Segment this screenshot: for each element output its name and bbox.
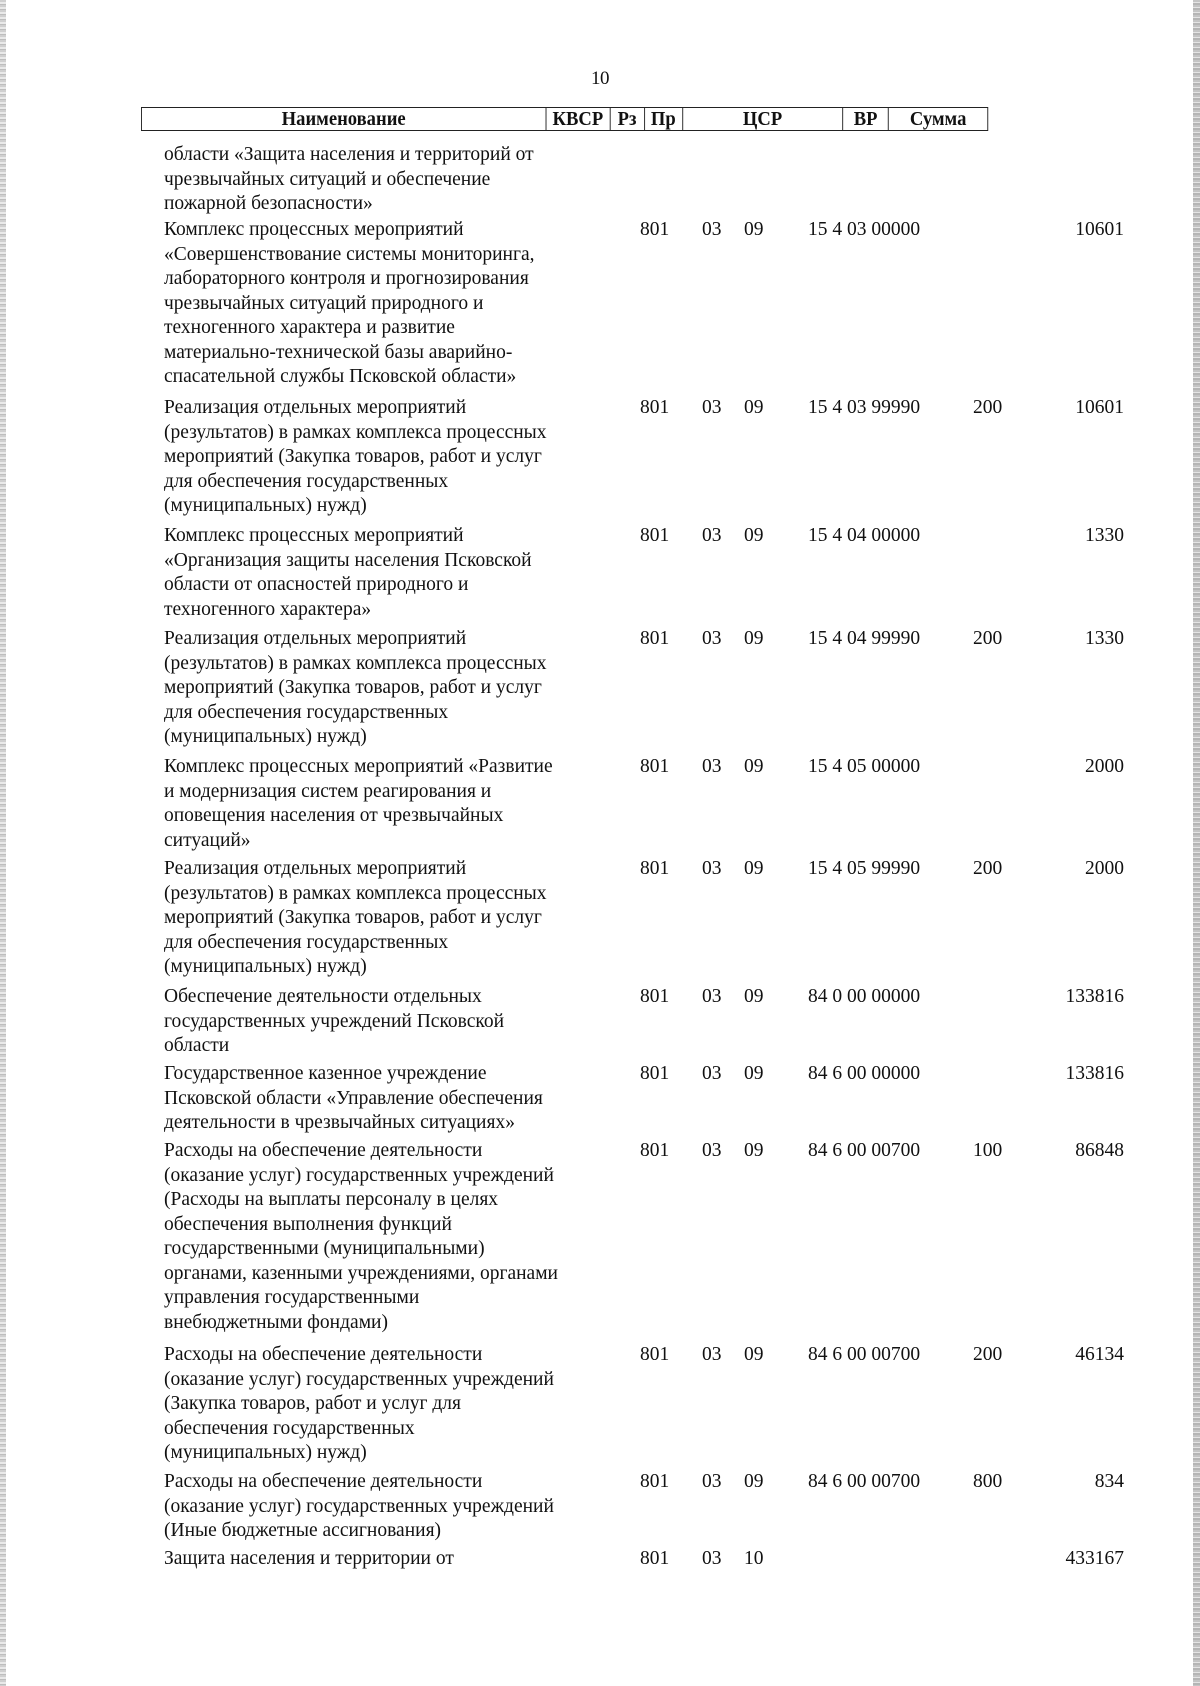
row-name-line: Обеспечение деятельности отдельных (164, 986, 482, 1007)
row-name-line: Расходы на обеспечение деятельности (164, 1471, 483, 1492)
cell-csr: 15 4 05 00000 (808, 756, 921, 777)
cell-csr: 15 4 05 99990 (808, 858, 921, 879)
col-header-rz: Рз (610, 108, 645, 130)
row-name-line: мероприятий (Закупка товаров, работ и услуг (164, 446, 542, 467)
cell-kvsr: 801 (640, 858, 670, 879)
col-header-vr: ВР (843, 108, 889, 130)
row-name-line: техногенного характера» (164, 598, 372, 620)
cell-sum: 2000 (1085, 756, 1124, 777)
cell-rz: 03 (702, 397, 722, 418)
row-name (164, 1343, 594, 1466)
cell-vr: 800 (973, 1471, 1003, 1492)
cell-sum: 86848 (1075, 1140, 1124, 1161)
cell-pr: 09 (744, 1344, 764, 1365)
cell-csr: 15 4 04 99990 (808, 628, 921, 649)
cell-sum: 433167 (1065, 1548, 1124, 1569)
cell-rz: 03 (702, 858, 722, 879)
cell-vr: 200 (973, 858, 1003, 879)
cell-pr: 09 (744, 1471, 764, 1492)
cell-rz: 03 (702, 1344, 722, 1365)
row-name-line: чрезвычайных ситуаций и обеспечение (164, 168, 491, 190)
cell-csr: 84 6 00 00000 (808, 1063, 921, 1084)
row-name-line: ситуаций» (164, 829, 251, 851)
col-header-name: Наименование (142, 108, 546, 130)
row-name-line: мероприятий (Закупка товаров, работ и услуг (164, 907, 542, 928)
cell-csr: 15 4 04 00000 (808, 525, 921, 546)
cell-sum: 10601 (1075, 397, 1124, 418)
row-name-line: Псковской области «Управление обеспечения (164, 1087, 543, 1109)
cell-pr: 09 (744, 986, 764, 1007)
row-name-line: Комплекс процессных мероприятий «Развитие (164, 756, 553, 777)
row-name (164, 143, 594, 217)
row-name-line: внебюджетными фондами) (164, 1311, 388, 1333)
cell-kvsr: 801 (640, 986, 670, 1007)
row-name-line: (муниципальных) нужд) (164, 1442, 367, 1463)
cell-pr: 09 (744, 1063, 764, 1084)
row-name-line: области (164, 1035, 230, 1056)
cell-sum: 1330 (1085, 628, 1124, 649)
cell-vr: 200 (973, 397, 1003, 418)
cell-rz: 03 (702, 525, 722, 546)
row-name-line: «Организация защиты населения Псковской (164, 549, 532, 571)
row-name-line: Защита населения и территории от (164, 1548, 454, 1569)
row-name (164, 396, 594, 519)
cell-vr: 200 (973, 628, 1003, 649)
cell-csr: 84 6 00 00700 (808, 1344, 921, 1365)
cell-sum: 133816 (1065, 986, 1124, 1007)
row-name-line: (результатов) в рамках комплекса процессных (164, 421, 547, 443)
cell-pr: 09 (744, 756, 764, 777)
row-name (164, 1547, 594, 1572)
row-name (164, 524, 594, 622)
row-name-line: органами, казенными учреждениями, органами (164, 1262, 558, 1284)
row-name-line: (Расходы на выплаты персоналу в целях (164, 1189, 499, 1210)
col-header-kvsr: КВСР (546, 108, 610, 130)
row-name-line: обеспечения выполнения функций (164, 1213, 452, 1235)
cell-rz: 03 (702, 1548, 722, 1569)
row-name-line: Расходы на обеспечение деятельности (164, 1140, 483, 1161)
row-name-line: (оказание услуг) государственных учреждений (164, 1164, 554, 1186)
cell-vr: 100 (973, 1140, 1003, 1161)
page-number: 10 (591, 68, 609, 89)
cell-rz: 03 (702, 219, 722, 240)
cell-kvsr: 801 (640, 219, 670, 240)
cell-csr: 15 4 03 00000 (808, 219, 921, 240)
row-name (164, 218, 594, 390)
row-name (164, 1139, 594, 1335)
cell-pr: 09 (744, 1140, 764, 1161)
row-name-line: (оказание услуг) государственных учреждений (164, 1368, 554, 1390)
cell-sum: 1330 (1085, 525, 1124, 546)
cell-pr: 10 (744, 1548, 764, 1569)
cell-kvsr: 801 (640, 756, 670, 777)
cell-rz: 03 (702, 1140, 722, 1161)
row-name-line: обеспечения государственных (164, 1417, 415, 1439)
row-name-line: (Иные бюджетные ассигнования) (164, 1520, 442, 1541)
scan-edge-left (0, 0, 6, 1686)
row-name-line: Комплекс процессных мероприятий (164, 219, 464, 240)
cell-sum: 834 (1094, 1471, 1124, 1492)
table-header (141, 107, 988, 131)
cell-kvsr: 801 (640, 397, 670, 418)
scan-edge-right (1193, 0, 1200, 1686)
row-name-line: Государственное казенное учреждение (164, 1063, 487, 1084)
cell-sum: 10601 (1075, 219, 1124, 240)
cell-vr: 200 (973, 1344, 1003, 1365)
cell-pr: 09 (744, 858, 764, 879)
row-name-line: государственными (муниципальными) (164, 1238, 485, 1259)
cell-sum: 2000 (1085, 858, 1124, 879)
cell-sum: 133816 (1065, 1063, 1124, 1084)
row-name-line: для обеспечения государственных (164, 931, 449, 953)
row-name-line: техногенного характера и развитие (164, 317, 455, 338)
row-name-line: управления государственными (164, 1287, 420, 1308)
cell-rz: 03 (702, 1063, 722, 1084)
row-name-line: Комплекс процессных мероприятий (164, 525, 464, 546)
col-header-csr: ЦСР (683, 108, 843, 130)
row-name-line: спасательной службы Псковской области» (164, 366, 517, 387)
row-name-line: (муниципальных) нужд) (164, 726, 367, 747)
cell-kvsr: 801 (640, 1548, 670, 1569)
cell-kvsr: 801 (640, 1063, 670, 1084)
row-name (164, 1470, 594, 1544)
cell-rz: 03 (702, 986, 722, 1007)
cell-pr: 09 (744, 219, 764, 240)
cell-rz: 03 (702, 756, 722, 777)
row-name-line: (Закупка товаров, работ и услуг для (164, 1393, 461, 1414)
cell-pr: 09 (744, 628, 764, 649)
col-header-pr: Пр (645, 108, 683, 130)
cell-kvsr: 801 (640, 525, 670, 546)
cell-csr: 15 4 03 99990 (808, 397, 921, 418)
row-name-line: (муниципальных) нужд) (164, 956, 367, 977)
cell-kvsr: 801 (640, 1344, 670, 1365)
row-name (164, 985, 594, 1059)
row-name-line: «Совершенствование системы мониторинга, (164, 243, 535, 265)
row-name-line: для обеспечения государственных (164, 701, 449, 723)
row-name (164, 857, 594, 980)
row-name-line: Реализация отдельных мероприятий (164, 858, 467, 879)
row-name-line: материально-технической базы аварийно- (164, 341, 513, 363)
row-name-line: Расходы на обеспечение деятельности (164, 1344, 483, 1365)
cell-pr: 09 (744, 397, 764, 418)
row-name-line: Реализация отдельных мероприятий (164, 397, 467, 418)
row-name-line: области от опасностей природного и (164, 574, 469, 595)
row-name-line: оповещения населения от чрезвычайных (164, 805, 504, 826)
cell-sum: 46134 (1075, 1344, 1124, 1365)
row-name-line: мероприятий (Закупка товаров, работ и услуг (164, 677, 542, 698)
cell-kvsr: 801 (640, 1471, 670, 1492)
row-name-line: Реализация отдельных мероприятий (164, 628, 467, 649)
row-name (164, 1062, 594, 1136)
col-header-sum: Сумма (909, 108, 967, 130)
row-name-line: государственных учреждений Псковской (164, 1010, 505, 1032)
cell-csr: 84 0 00 00000 (808, 986, 921, 1007)
row-name-line: пожарной безопасности» (164, 193, 373, 214)
cell-pr: 09 (744, 525, 764, 546)
cell-kvsr: 801 (640, 628, 670, 649)
cell-rz: 03 (702, 1471, 722, 1492)
row-name-line: и модернизация систем реагирования и (164, 780, 492, 802)
row-name-line: (результатов) в рамках комплекса процессных (164, 882, 547, 904)
row-name-line: для обеспечения государственных (164, 470, 449, 492)
cell-kvsr: 801 (640, 1140, 670, 1161)
row-name-line: лабораторного контроля и прогнозирования (164, 268, 529, 289)
cell-csr: 84 6 00 00700 (808, 1471, 921, 1492)
row-name-line: (результатов) в рамках комплекса процессных (164, 652, 547, 674)
cell-csr: 84 6 00 00700 (808, 1140, 921, 1161)
cell-rz: 03 (702, 628, 722, 649)
row-name-line: деятельности в чрезвычайных ситуациях» (164, 1112, 515, 1133)
row-name-line: (муниципальных) нужд) (164, 495, 367, 516)
row-name (164, 755, 594, 853)
row-name-line: чрезвычайных ситуаций природного и (164, 292, 484, 314)
row-name-line: области «Защита населения и территорий от (164, 144, 534, 165)
row-name (164, 627, 594, 750)
row-name-line: (оказание услуг) государственных учреждений (164, 1495, 554, 1517)
